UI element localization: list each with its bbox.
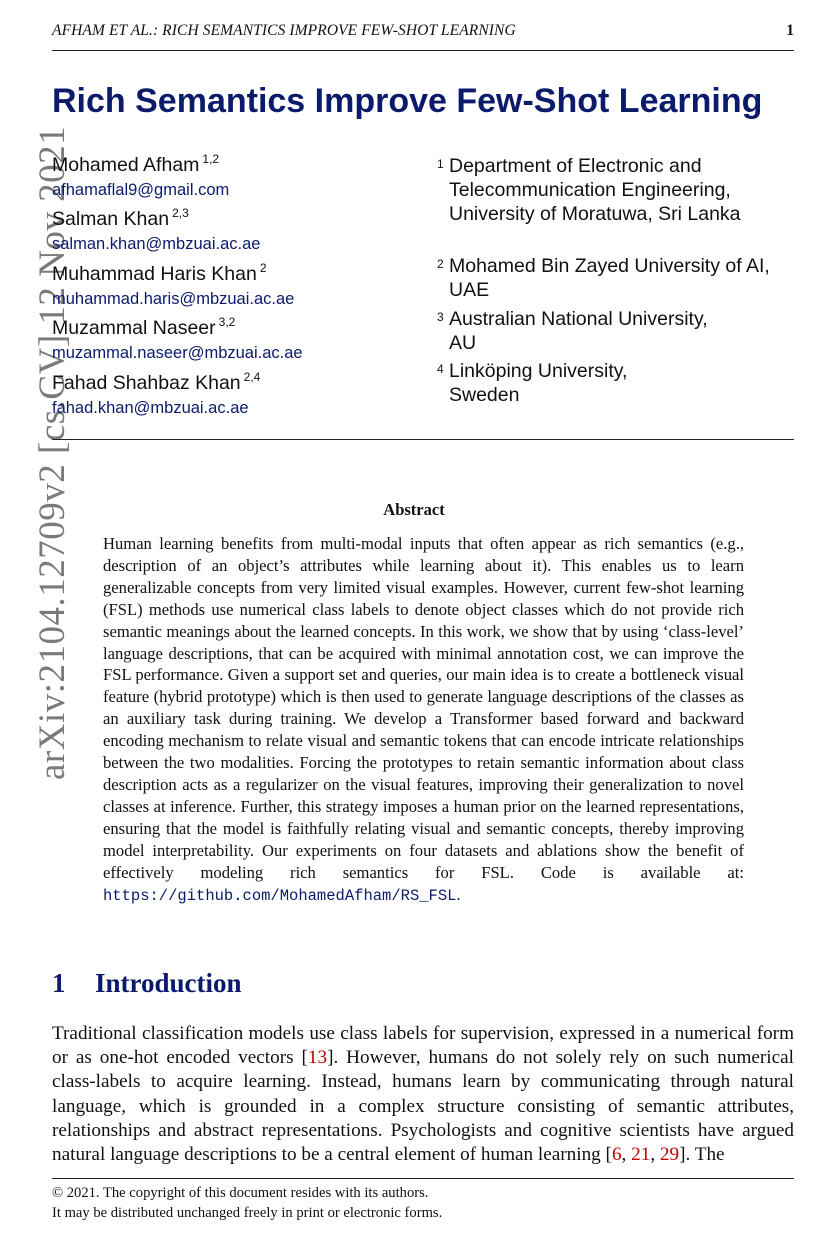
author-name: Muhammad Haris Khan $^2$ bbox=[52, 261, 267, 285]
introduction-paragraph: Traditional classification models use class labels for supervision, expressed in a numerical form or as one-hot encoded vectors [13]. However, humans do not solely rely on such numerical class-labels to acquire learning. Instead, humans learn by communicating through natural language, which is grounded in a complex structure consisting of semantic attributes, relationships and abstract representations. Psychologists and cognitive scientists have argued natural language descriptions to be a central element of human learning [6, 21, 29]. The bbox=[52, 1023, 794, 1166]
page-number: 1 bbox=[786, 22, 794, 39]
affiliation: 2 Mohamed Bin Zayed University of AI, UAE bbox=[437, 255, 770, 301]
code-link[interactable]: https://github.com/MohamedAfham/RS_FSL bbox=[103, 886, 457, 905]
affiliation: 1 Department of Electronic and Telecommunication Engineering, University of Moratuwa, Sri Lanka bbox=[437, 155, 741, 225]
author-email[interactable]: muzammal.naseer@mbzuai.ac.ae bbox=[52, 344, 303, 362]
distribution-notice: It may be distributed unchanged freely in print or electronic forms. bbox=[52, 1205, 443, 1221]
citation-link[interactable]: 6 bbox=[611, 1144, 622, 1166]
arxiv-stamp: arXiv:2104.12709v2 [cs.CV] 12 Nov 2021 bbox=[32, 125, 73, 780]
author-email[interactable]: fahad.khan@mbzuai.ac.ae bbox=[52, 399, 249, 417]
copyright-notice: © 2021. The copyright of this document resides with its authors. bbox=[52, 1185, 429, 1201]
title-block-rule bbox=[52, 439, 794, 440]
abstract-heading: Abstract bbox=[383, 500, 445, 519]
author-email[interactable]: afhamaflal9@gmail.com bbox=[52, 181, 230, 199]
author-name: Mohamed Afham $^{1,2}$ bbox=[52, 152, 220, 176]
citation-link[interactable]: 21 bbox=[631, 1144, 651, 1166]
running-header-title: AFHAM ET AL.: RICH SEMANTICS IMPROVE FEW-SHOT LEARNING bbox=[52, 22, 516, 39]
author-email[interactable]: muhammad.haris@mbzuai.ac.ae bbox=[52, 290, 295, 308]
author-name: Salman Khan $^{2,3}$ bbox=[52, 206, 189, 230]
author-name: Fahad Shahbaz Khan $^{2,4}$ bbox=[52, 370, 261, 394]
citation-link[interactable]: 13 bbox=[307, 1047, 328, 1069]
section-title: Introduction bbox=[95, 968, 242, 998]
author-email[interactable]: salman.khan@mbzuai.ac.ae bbox=[52, 235, 261, 253]
abstract-body: Human learning benefits from multi-modal inputs that often appear as rich semantics (e.g., description of an object’s attributes while learning about it). This enables us to learn generalizable concepts from very limited visual examples. However, current few-shot learning (FSL) methods use numerical class labels to denote object classes which do not provide rich semantic meanings about the learned concepts. In this work, we show that by using ‘class-level’ language descriptions, that can be acquired with minimal annotation cost, we can improve the FSL performance. Given a support set and queries, our main idea is to create a bottleneck visual feature (hybrid prototype) which is then used to generate language descriptions of the classes as an auxiliary task during training. We develop a Transformer based forward and backward encoding mechanism to relate visual and semantic tokens that can encode intricate relationships between the two modalities. Forcing the prototypes to retain semantic information about class description acts as a regularizer on the visual features, improving their generalization to novel classes at inference. Further, this strategy imposes a human prior on the learned representations, ensuring that the model is faithfully relating visual and semantic concepts, thereby improving model interpretability. Our experiments on four datasets and ablations show the benefit of effectively modeling rich semantics for FSL. Code is available at: https://github.com/MohamedAfham/RS_FSL. bbox=[103, 534, 744, 905]
footer-rule bbox=[52, 1178, 794, 1179]
section-number: 1 bbox=[52, 968, 66, 998]
affiliation: 4 Linköping University, Sweden bbox=[437, 360, 628, 406]
affiliation: 3 Australian National University, AU bbox=[437, 308, 708, 354]
citation-link[interactable]: 29 bbox=[659, 1144, 680, 1166]
header-rule bbox=[52, 50, 794, 51]
paper-title: Rich Semantics Improve Few-Shot Learning bbox=[52, 82, 763, 120]
author-name: Muzammal Naseer $^{3,2}$ bbox=[52, 315, 236, 339]
